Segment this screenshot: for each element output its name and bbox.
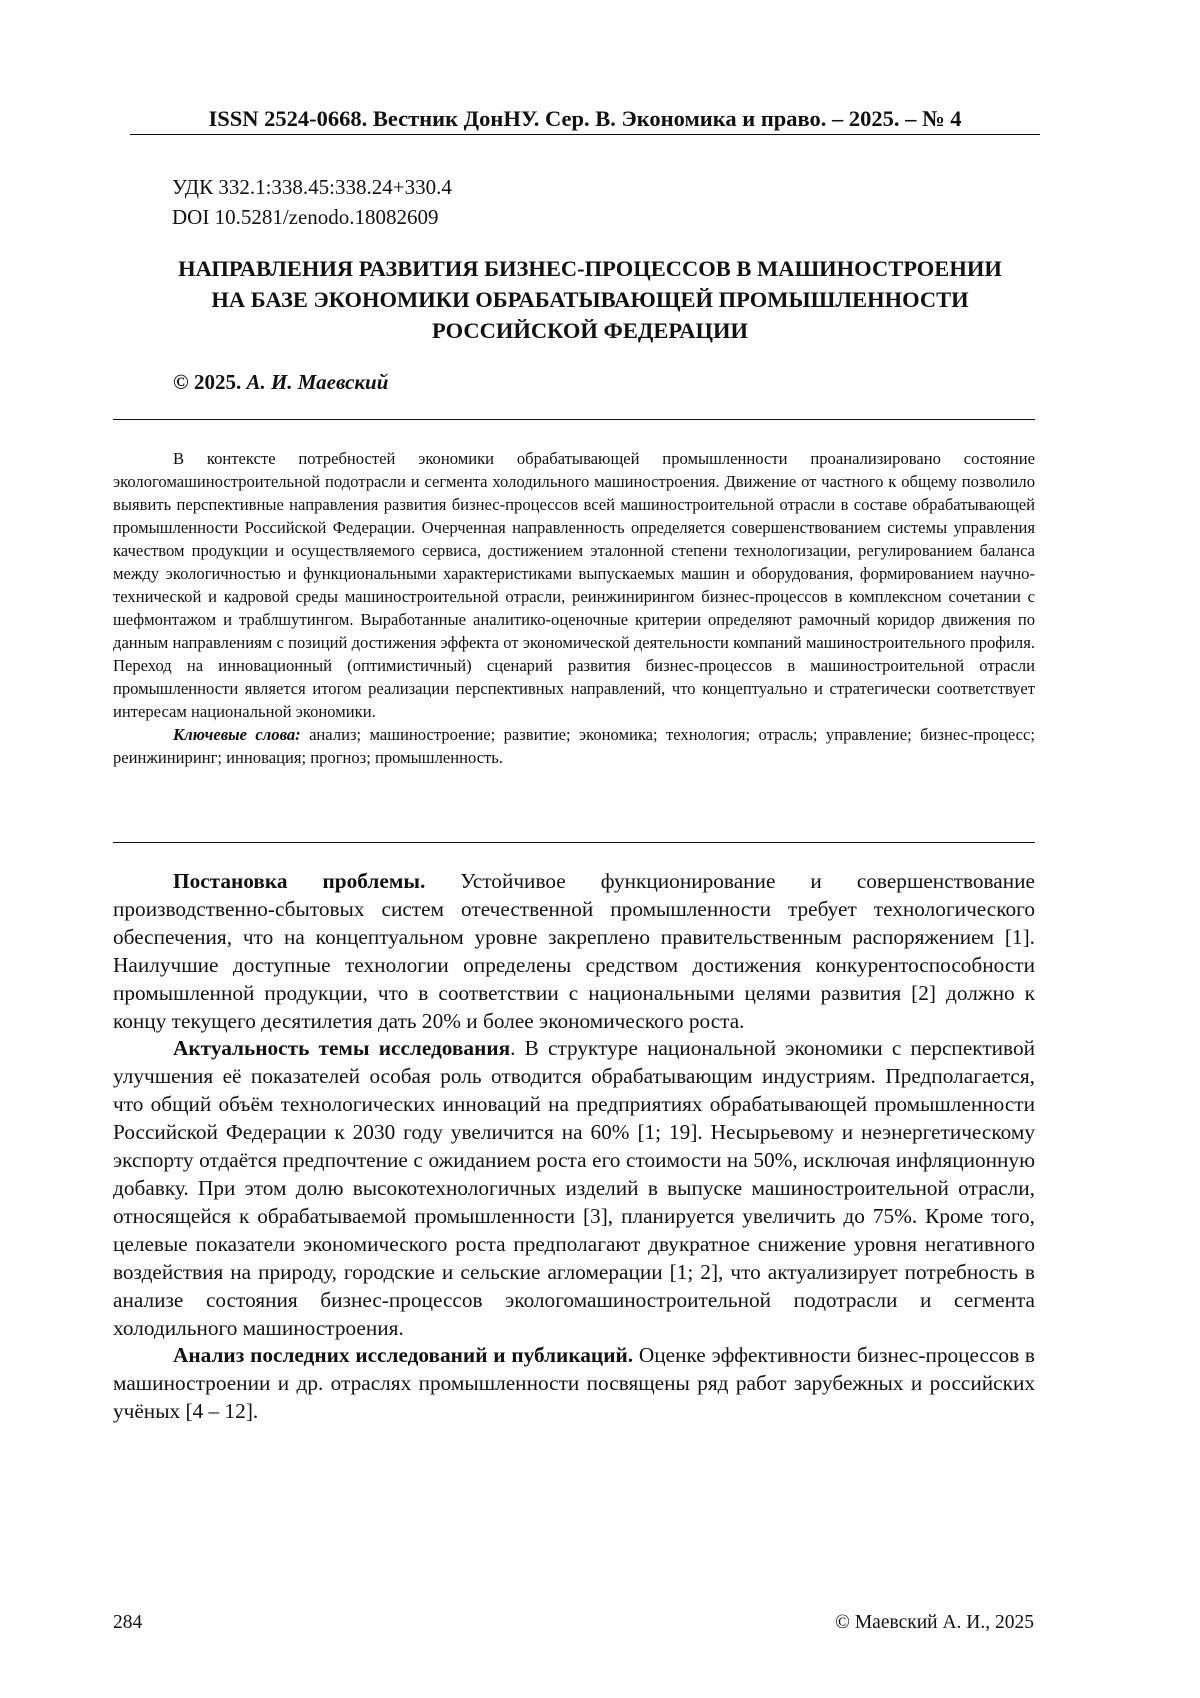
title-line: РОССИЙСКОЙ ФЕДЕРАЦИИ — [432, 318, 748, 343]
journal-header: ISSN 2524-0668. Вестник ДонНУ. Сер. В. Экономика и право. – 2025. – № 4 — [208, 106, 962, 131]
article-body — [113, 868, 1035, 1426]
author-name: А. И. Маевский — [246, 370, 389, 394]
section-heading: Анализ последних исследований и публикаций. — [173, 1343, 634, 1368]
doi: DOI 10.5281/zenodo.18082609 — [172, 205, 439, 229]
keywords-list: анализ; машиностроение; развитие; экономика; технология; отрасль; управление; бизнес-процесс; реинжиниринг; инновация; прогноз; промышленность. — [113, 725, 1036, 767]
paragraph-text: Оценке эффективности бизнес-процессов в машиностроении и др. отраслях промышленности посвящены ряд работ зарубежных и российских учёных [4 – 12]. — [113, 1343, 1035, 1424]
paragraph-text: Устойчивое функционирование и совершенствование производственно-сбытовых систем отечественной промышленности требует технологического обеспечения, что на концептуальном уровне закреплено правительственным распоряжением [1]. Наилучшие доступные технологии определены средством достижения конкурентоспособности промышленной продукции, что в соответствии с национальными целями развития [2] должно к концу текущего десятилетия дать 20% и более экономического роста. — [113, 869, 1035, 1033]
abstract-text: В контексте потребностей экономики обрабатывающей промышленности проанализировано состояние экологомашиностроительной подотрасли и сегмента холодильного машиностроения. Движение от частного к общему позволило выявить перспективные направления развития бизнес-процессов всей машиностроительной отрасли в составе обрабатывающей промышленности Российской Федерации. Очерченная направленность определяется совершенствованием системы управления качеством продукции и осуществляемого сервиса, достижением эталонной степени технологизации, регулированием баланса между экологичностью и функциональными характеристиками выпускаемых машин и оборудования, формированием научно-технической и кадровой среды машиностроительной отрасли, реинжинирингом бизнес-процессов в комплексном сочетании с шефмонтажом и траблшутингом. Выработанные аналитико-оценочные критерии определяют рамочный коридор движения по данным направлениям с позиций достижения эффекта от экономической деятельности компаний машиностроительного профиля. Переход на инновационный (оптимистичный) сценарий развития бизнес-процессов в машиностроительной отрасли промышленности является итогом реализации перспективных направлений, что концептуально и стратегически соответствует интересам национальной экономики. — [113, 449, 1035, 721]
udk-code: УДК 332.1:338.45:338.24+330.4 — [172, 175, 452, 199]
article-title — [110, 253, 1070, 346]
keywords — [113, 723, 1035, 769]
byline — [173, 370, 388, 395]
header-rule — [130, 134, 1040, 135]
paragraph-literature — [113, 1342, 1035, 1426]
title-line: НА БАЗЕ ЭКОНОМИКИ ОБРАБАТЫВАЮЩЕЙ ПРОМЫШЛЕННОСТИ — [211, 287, 969, 312]
page-number: 284 — [113, 1612, 143, 1633]
footer-copyright: © Маевский А. И., 2025 — [835, 1612, 1034, 1633]
abstract-bottom-rule — [113, 842, 1035, 843]
abstract — [113, 447, 1035, 769]
article-meta — [172, 172, 452, 232]
section-heading: Постановка проблемы. — [173, 869, 426, 893]
paragraph-problem — [113, 868, 1035, 1035]
abstract-top-rule — [113, 419, 1035, 420]
copyright-year: © 2025. — [173, 370, 242, 394]
paragraph-text: . В структуре национальной экономики с перспективой улучшения её показателей особая роль отводится обрабатывающим индустриям. Предполагается, что общий объём технологических инноваций на предприятиях обрабатывающей промышленности Российской Федерации к 2030 году увеличится на 60% [1; 19]. Несырьевому и неэнергетическому экспорту отдаётся предпочтение с ожиданием роста его стоимости на 50%, исключая инфляционную добавку. При этом долю высокотехнологичных изделий в выпуске машиностроительной отрасли, относящейся к обрабатываемой промышленности [3], планируется увеличить до 75%. Кроме того, целевые показатели экономического роста предполагают двукратное снижение уровня негативного воздействия на природу, городские и сельские агломерации [1; 2], что актуализирует потребность в анализе состояния бизнес-процессов экологомашиностроительной подотрасли и сегмента холодильного машиностроения. — [113, 1036, 1035, 1340]
keywords-label: Ключевые слова: — [173, 725, 301, 744]
section-heading: Актуальность темы исследования — [173, 1036, 511, 1061]
paragraph-relevance — [113, 1035, 1035, 1342]
title-line: НАПРАВЛЕНИЯ РАЗВИТИЯ БИЗНЕС-ПРОЦЕССОВ В МАШИНОСТРОЕНИИ — [178, 256, 1002, 281]
